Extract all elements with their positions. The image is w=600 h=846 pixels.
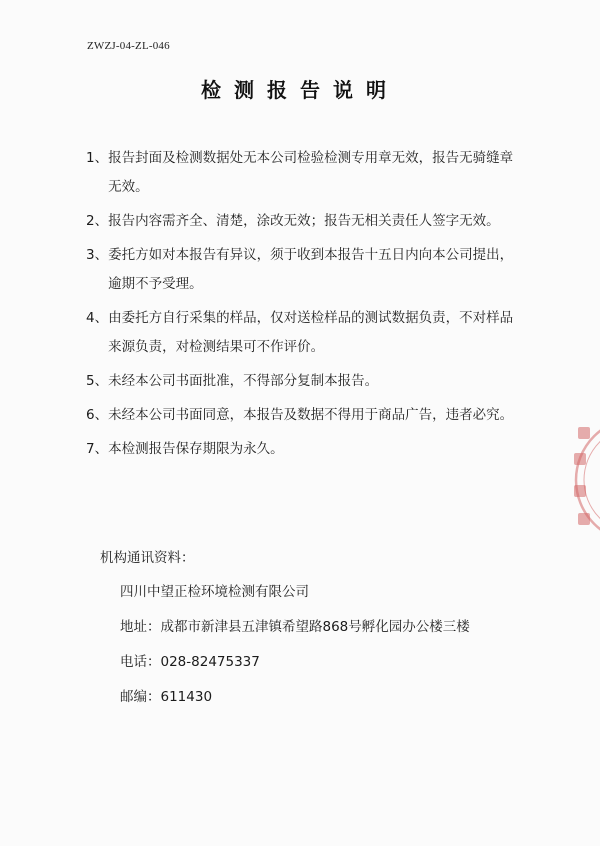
contact-info bbox=[100, 548, 470, 722]
phone-line bbox=[120, 652, 470, 672]
clause-number: 1、 bbox=[86, 150, 109, 166]
clause-text: 本检测报告保存期限为永久。 bbox=[108, 441, 284, 457]
clause-text: 由委托方自行采集的样品，仅对送检样品的测试数据负责，不对样品来源负责，对检测结果可不作评价。 bbox=[108, 310, 514, 355]
clause-text: 委托方如对本报告有异议，须于收到本报告十五日内向本公司提出，逾期不予受理。 bbox=[108, 247, 514, 292]
clause-item-6 bbox=[86, 401, 526, 430]
clause-item-3 bbox=[86, 241, 526, 299]
address-line bbox=[120, 617, 470, 637]
clause-item-4 bbox=[86, 304, 526, 362]
seal-stamp-icon bbox=[568, 405, 600, 555]
clause-text: 报告封面及检测数据处无本公司检验检测专用章无效，报告无骑缝章无效。 bbox=[108, 150, 514, 195]
address-label: 地址： bbox=[120, 619, 161, 635]
clause-number: 3、 bbox=[86, 247, 109, 263]
document-code: ZWZJ-04-ZL-046 bbox=[87, 40, 170, 52]
clause-number: 4、 bbox=[86, 310, 109, 326]
clause-item-2 bbox=[86, 207, 526, 236]
clause-text: 未经本公司书面批准，不得部分复制本报告。 bbox=[108, 373, 379, 389]
phone-value: 028-82475337 bbox=[160, 654, 260, 670]
company-name: 四川中望正检环境检测有限公司 bbox=[120, 584, 309, 600]
postcode-line bbox=[120, 687, 470, 707]
clause-list bbox=[86, 144, 526, 469]
clause-text: 未经本公司书面同意，本报告及数据不得用于商品广告，违者必究。 bbox=[108, 407, 514, 423]
clause-number: 5、 bbox=[86, 373, 109, 389]
clause-number: 7、 bbox=[86, 441, 109, 457]
clause-item-1 bbox=[86, 144, 526, 202]
contact-heading: 机构通讯资料： bbox=[100, 550, 195, 566]
clause-text: 报告内容需齐全、清楚，涂改无效；报告无相关责任人签字无效。 bbox=[108, 213, 500, 229]
clause-item-5 bbox=[86, 367, 526, 396]
clause-number: 2、 bbox=[86, 213, 109, 229]
clause-item-7 bbox=[86, 435, 526, 464]
clause-number: 6、 bbox=[86, 407, 109, 423]
phone-label: 电话： bbox=[120, 654, 161, 670]
postcode-value: 611430 bbox=[160, 689, 213, 705]
postcode-label: 邮编： bbox=[120, 689, 161, 705]
page-title: 检测报告说明 bbox=[201, 78, 399, 102]
address-value: 成都市新津县五津镇希望路868号孵化园办公楼三楼 bbox=[160, 619, 470, 635]
